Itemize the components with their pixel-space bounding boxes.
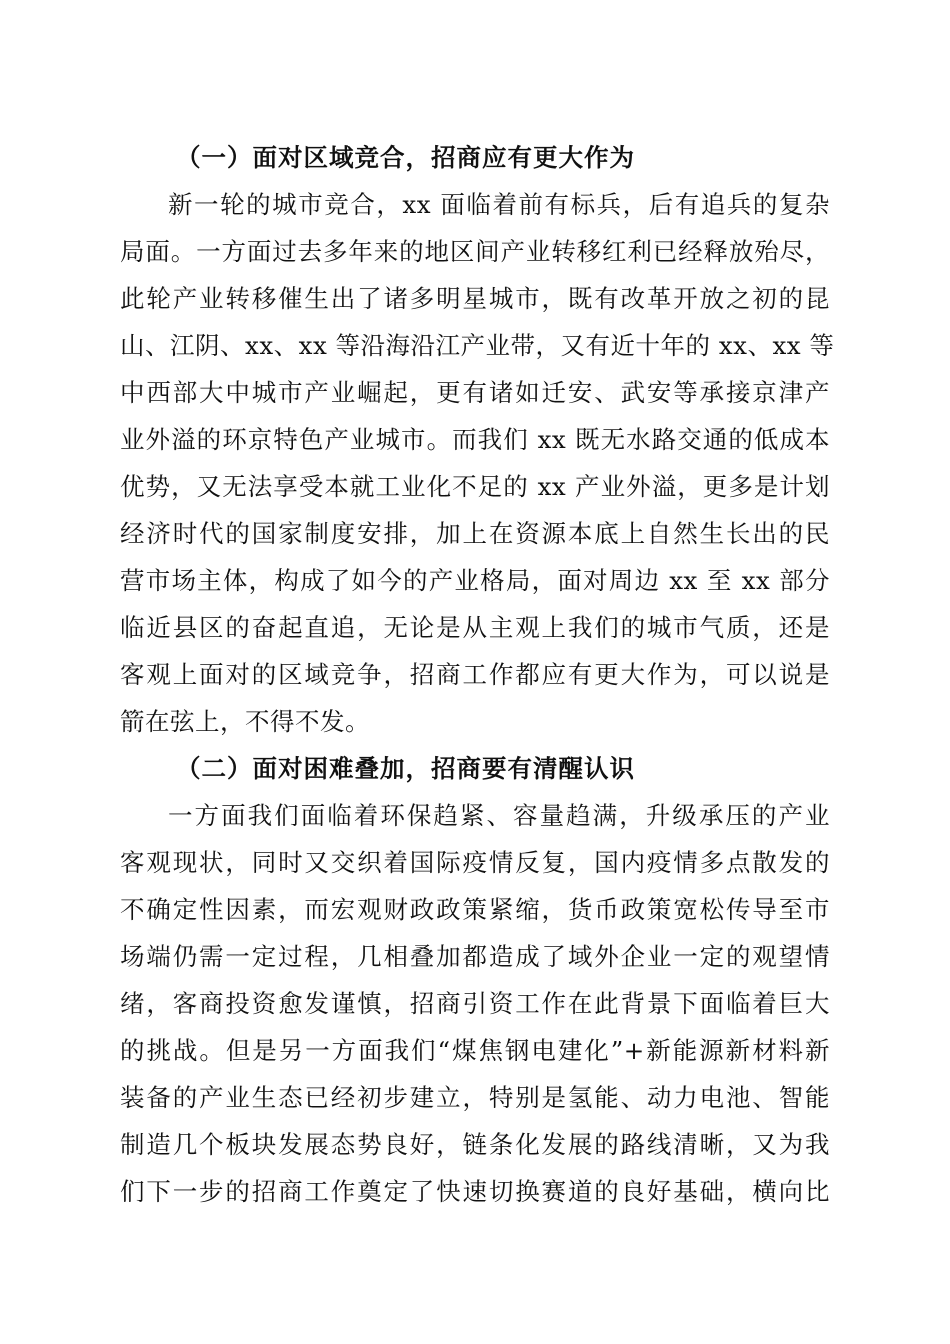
paragraph-line: 一方面我们面临着环保趋紧、容量趋满，升级承压的产业 <box>168 801 830 830</box>
paragraph-line: 临近县区的奋起直追，无论是从主观上我们的城市气质，还是 <box>120 613 830 642</box>
paragraph-line: 制造几个板块发展态势良好，链条化发展的路线清晰，又为我 <box>120 1130 830 1159</box>
paragraph-line: 场端仍需一定过程，几相叠加都造成了域外企业一定的观望情 <box>120 942 830 971</box>
paragraph-line: 不确定性因素，而宏观财政政策紧缩，货币政策宽松传导至市 <box>120 895 830 924</box>
paragraph-line: 客观现状，同时又交织着国际疫情反复，国内疫情多点散发的 <box>120 848 830 877</box>
paragraph-line: 客观上面对的区域竞争，招商工作都应有更大作为，可以说是 <box>120 660 830 689</box>
paragraph-line: 中西部大中城市产业崛起，更有诸如迁安、武安等承接京津产 <box>120 378 830 407</box>
section-heading-1: （一）面对区域竞合，招商应有更大作为 <box>176 143 635 172</box>
paragraph-line: 装备的产业生态已经初步建立，特别是氢能、动力电池、智能 <box>120 1083 830 1112</box>
paragraph-line: 新一轮的城市竞合，xx 面临着前有标兵，后有追兵的复杂 <box>168 190 830 219</box>
paragraph-line: 此轮产业转移催生出了诸多明星城市，既有改革开放之初的昆 <box>120 284 830 313</box>
paragraph-line: 业外溢的环京特色产业城市。而我们 xx 既无水路交通的低成本 <box>120 425 830 454</box>
paragraph-line: 优势，又无法享受本就工业化不足的 xx 产业外溢，更多是计划 <box>120 472 830 501</box>
paragraph-line: 绪，客商投资愈发谨慎，招商引资工作在此背景下面临着巨大 <box>120 989 830 1018</box>
paragraph-line: 经济时代的国家制度安排，加上在资源本底上自然生长出的民 <box>120 519 830 548</box>
section-heading-2: （二）面对困难叠加，招商要有清醒认识 <box>176 754 635 783</box>
paragraph-line: 营市场主体，构成了如今的产业格局，面对周边 xx 至 xx 部分 <box>120 566 830 595</box>
paragraph-line: 山、江阴、xx、xx 等沿海沿江产业带，又有近十年的 xx、xx 等 <box>120 331 835 360</box>
paragraph-line: 箭在弦上，不得不发。 <box>120 707 370 736</box>
paragraph-line: 的挑战。但是另一方面我们“煤焦钢电建化”+新能源新材料新 <box>120 1036 830 1065</box>
paragraph-line: 们下一步的招商工作奠定了快速切换赛道的良好基础，横向比 <box>120 1177 830 1206</box>
paragraph-line: 局面。一方面过去多年来的地区间产业转移红利已经释放殆尽， <box>120 237 830 266</box>
